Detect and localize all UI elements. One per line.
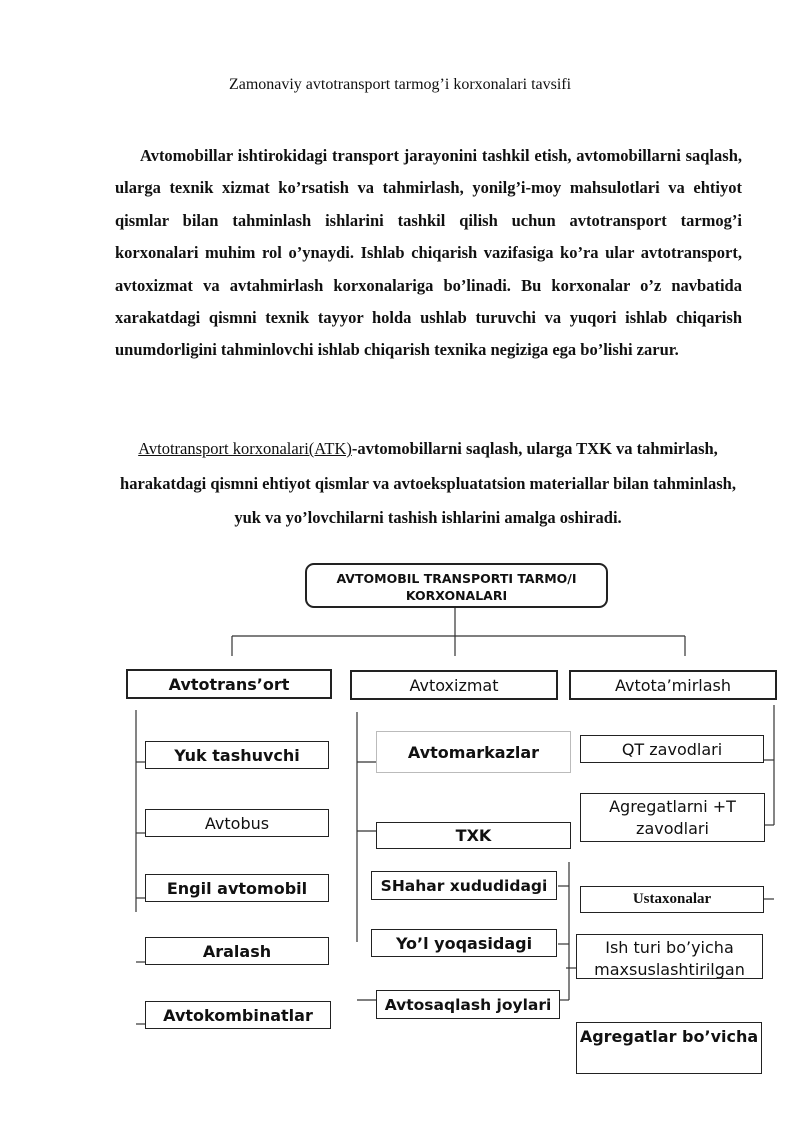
node-label: Agregatlar bo’vicha bbox=[579, 1027, 759, 1046]
column-header-label: Avtotrans’ort bbox=[168, 674, 290, 694]
node-shahar-xududidagi bbox=[371, 871, 557, 900]
node-label: Ustaxonalar bbox=[632, 891, 712, 907]
node-label: SHahar xududidagi bbox=[380, 876, 548, 895]
page-title: Zamonaviy avtotransport tarmog’i korxonalari tavsifi bbox=[228, 76, 572, 93]
diagram-root-box bbox=[305, 563, 608, 608]
node-aralash bbox=[145, 937, 329, 965]
node-label: Avtokombinatlar bbox=[163, 1005, 313, 1025]
node-yol-yoqasidagi bbox=[371, 929, 557, 957]
definition-body: -avtomobillarni saqlash, ularga TXK va tahmirlash, harakatdagi qismni ehtiyot qismlar va avtoekspluatatsion materiallar bilan tahminlash, yuk va yo’lovchilarni tashish ishlarini amalga oshiradi. bbox=[120, 439, 736, 527]
node-yuk-tashuvchi bbox=[145, 741, 329, 769]
column-header-avtotransport bbox=[126, 669, 332, 699]
node-label: Avtomarkazlar bbox=[407, 742, 540, 762]
node-avtosaqlash-joylari bbox=[376, 990, 560, 1019]
node-txk bbox=[376, 822, 571, 849]
node-avtobus bbox=[145, 809, 329, 837]
node-qt-zavodlari bbox=[580, 735, 764, 763]
node-label: Ish turi bo’yicha maxsuslashtirilgan bbox=[594, 938, 745, 979]
node-label: Yuk tashuvchi bbox=[174, 745, 300, 765]
node-label: Aralash bbox=[202, 941, 272, 961]
node-label: Avtobus bbox=[204, 813, 270, 833]
node-label: Agregatlarni +T zavodlari bbox=[609, 796, 736, 838]
node-agregatlarni-t-zavodlari bbox=[580, 793, 765, 842]
node-engil-avtomobil bbox=[145, 874, 329, 902]
node-label: Avtosaqlash joylari bbox=[384, 995, 552, 1014]
node-ish-turi-boyicha bbox=[576, 934, 763, 979]
definition-term-link[interactable]: Avtotransport korxonalari(ATK) bbox=[138, 439, 352, 458]
node-label: QT zavodlari bbox=[621, 739, 723, 759]
node-avtokombinatlar bbox=[145, 1001, 331, 1029]
diagram-root-label: AVTOMOBIL TRANSPORTI TARMO/I KORXONALARI bbox=[336, 571, 577, 603]
node-avtomarkazlar bbox=[376, 731, 571, 773]
column-header-avtoxizmat bbox=[350, 670, 558, 700]
intro-paragraph: Avtomobillar ishtirokidagi transport jarayonini tashkil etish, avtomobillarni saqlash, ularga texnik xizmat ko’rsatish va tahmirlash, yonilg’i-moy mahsulotlari va ehtiyot qismlar bilan tahminlash ishlarini tashkil qilish uchun avtotransport tarmog’i korxonalari muhim rol o’ynaydi. Ishlab chiqarish vazifasiga ko’ra ular avtotransport, avtoxizmat va avtahmirlash korxonalariga bo’linadi. Bu korxonalar o’z navbatida xarakatdagi qismni texnik tayyor holda ushlab turuvchi va yuqori ishlab chiqarish unumdorligini tahminlovchi ishlab chiqarish texnika negiziga ega bo’lishi zarur. bbox=[115, 146, 742, 360]
column-header-avtotamirlash bbox=[569, 670, 777, 700]
node-label: TXK bbox=[455, 826, 492, 845]
node-agregatlar-boyicha bbox=[576, 1022, 762, 1074]
column-header-label: Avtoxizmat bbox=[409, 675, 499, 695]
node-label: Yo’l yoqasidagi bbox=[395, 933, 533, 953]
node-ustaxonalar bbox=[580, 886, 764, 913]
column-header-label: Avtota’mirlash bbox=[614, 675, 732, 695]
node-label: Engil avtomobil bbox=[166, 878, 308, 898]
